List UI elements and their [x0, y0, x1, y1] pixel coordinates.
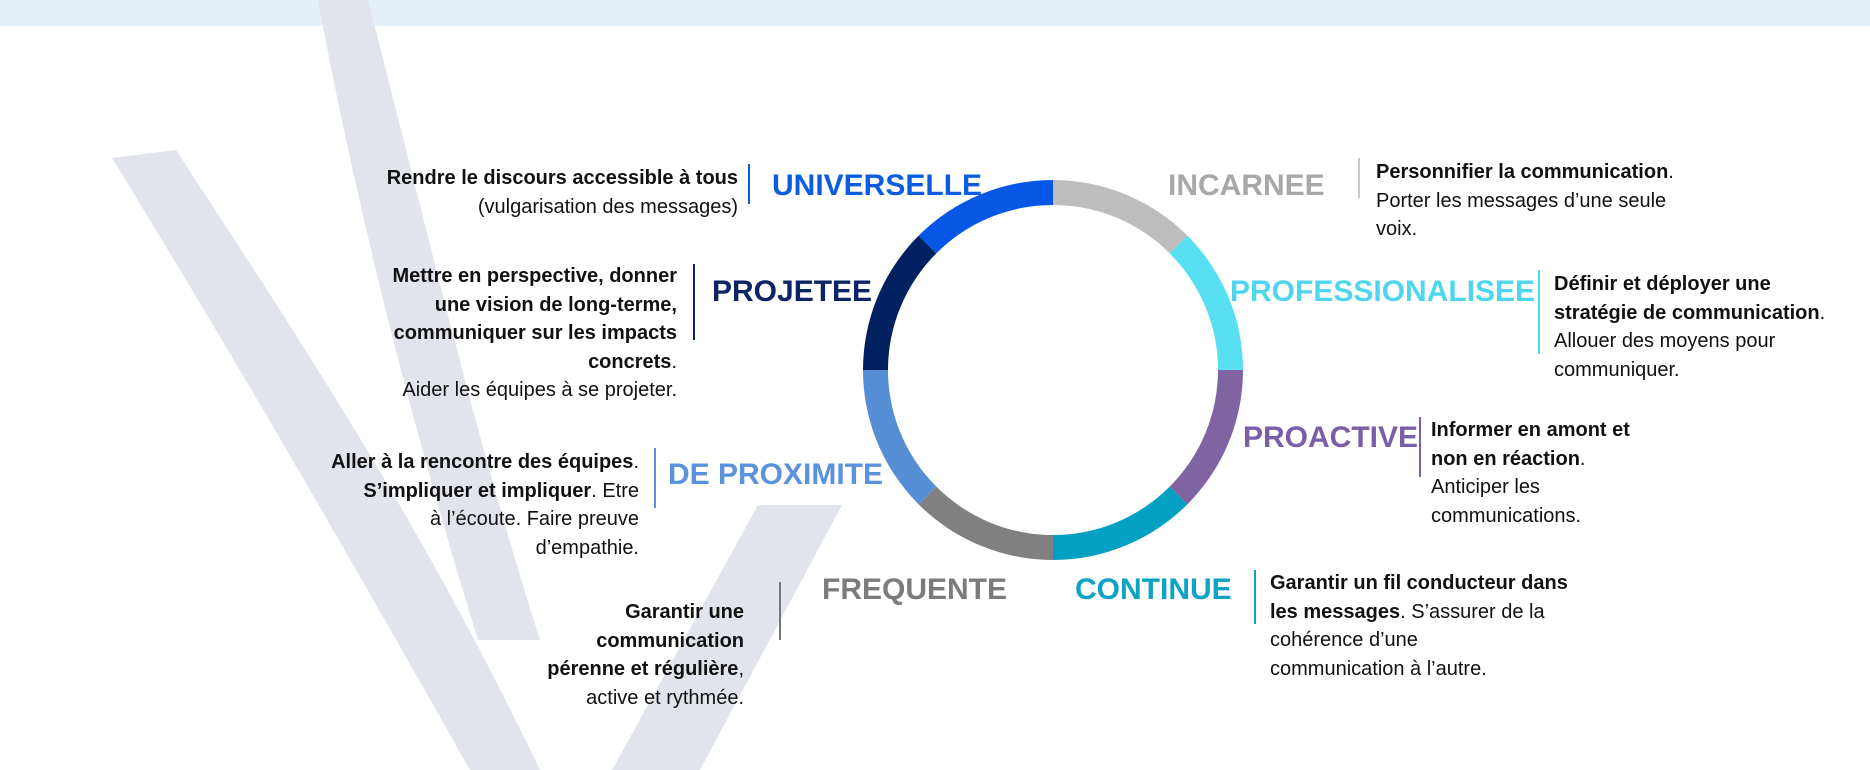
- desc-line: [331, 505, 639, 534]
- ring-segment-frequente: [919, 487, 1053, 560]
- desc-frequente: [547, 598, 744, 712]
- desc-text-bold: Informer en amont et: [1431, 419, 1630, 441]
- desc-text-bold: Personnifier la communication: [1376, 161, 1669, 183]
- label-professionalisee: PROFESSIONALISEE: [1230, 275, 1536, 308]
- desc-line: [1376, 187, 1674, 216]
- desc-line: [1431, 416, 1630, 445]
- separator-universelle: [748, 164, 750, 204]
- desc-line: [331, 448, 639, 477]
- desc-text: .: [671, 350, 677, 373]
- desc-text: communications.: [1431, 504, 1582, 527]
- desc-line: [392, 319, 677, 348]
- desc-text-bold: non en réaction: [1431, 447, 1580, 470]
- desc-line: [1431, 445, 1630, 474]
- desc-text-bold: Garantir une: [625, 601, 744, 623]
- desc-line: [547, 655, 744, 684]
- desc-text-bold: stratégie de communication: [1554, 301, 1820, 324]
- desc-text-bold: concrets: [588, 350, 672, 373]
- desc-line: [1554, 327, 1825, 356]
- separator-projetee: [693, 264, 695, 340]
- desc-text-bold: S’impliquer et impliquer: [363, 479, 592, 502]
- desc-text: Allouer des moyens pour: [1554, 330, 1776, 352]
- desc-text-bold: Rendre le discours accessible à tous: [386, 167, 738, 189]
- desc-line: [387, 164, 738, 193]
- desc-line: [1554, 299, 1825, 328]
- desc-text: communication à l’autre.: [1270, 657, 1487, 680]
- desc-text-bold: Aller à la rencontre des équipes: [331, 451, 634, 473]
- desc-line: [1376, 158, 1674, 187]
- desc-line: [1270, 655, 1568, 684]
- desc-text: communiquer.: [1554, 358, 1680, 381]
- desc-text: d’empathie.: [535, 536, 639, 559]
- desc-text: Anticiper les: [1431, 476, 1540, 498]
- desc-text: . S’assurer de la: [1400, 600, 1545, 623]
- desc-line: [1431, 473, 1630, 502]
- desc-line: [1270, 626, 1568, 655]
- desc-text-bold: communication: [596, 629, 744, 652]
- desc-incarnee: [1376, 158, 1674, 244]
- separator-continue: [1254, 570, 1256, 624]
- desc-text-bold: Définir et déployer une: [1554, 273, 1771, 295]
- desc-text-bold: les messages: [1270, 600, 1401, 623]
- desc-line: [331, 534, 639, 563]
- label-de-proximite: DE PROXIMITE: [668, 458, 884, 491]
- desc-line: [1270, 569, 1568, 598]
- separator-proactive: [1419, 417, 1421, 477]
- desc-text: .: [1668, 161, 1674, 183]
- desc-line: [547, 684, 744, 713]
- desc-line: [1554, 356, 1825, 385]
- desc-line: [1431, 502, 1630, 531]
- desc-text: Aider les équipes à se projeter.: [402, 379, 677, 401]
- label-projetee: PROJETEE: [712, 275, 873, 308]
- desc-line: [387, 193, 738, 222]
- desc-line: [547, 598, 744, 627]
- desc-continue: [1270, 569, 1568, 683]
- desc-text-bold: une vision de long-terme,: [434, 293, 677, 316]
- separator-incarnee: [1358, 158, 1360, 198]
- desc-line: [1554, 270, 1825, 299]
- desc-universelle: [387, 164, 738, 221]
- desc-text: (vulgarisation des messages): [477, 195, 738, 218]
- desc-text: . Etre: [591, 479, 639, 502]
- ring-segment-continue: [1053, 487, 1187, 560]
- desc-text: Porter les messages d’une seule: [1376, 189, 1667, 212]
- desc-text-bold: communiquer sur les impacts: [393, 322, 677, 344]
- desc-line: [392, 291, 677, 320]
- separator-frequente: [779, 582, 781, 640]
- desc-text-bold: pérenne et régulière: [547, 658, 739, 680]
- ring-segment-projetee: [863, 236, 936, 370]
- desc-line: [1270, 598, 1568, 627]
- label-continue: CONTINUE: [1075, 573, 1232, 606]
- separator-professionalisee: [1538, 270, 1540, 354]
- label-incarnee: INCARNEE: [1168, 169, 1325, 202]
- desc-text: .: [1579, 447, 1586, 470]
- desc-text-bold: Mettre en perspective, donner: [392, 265, 677, 287]
- desc-text: .: [633, 451, 639, 473]
- desc-line: [331, 477, 639, 506]
- desc-line: [547, 627, 744, 656]
- ring-segment-proactive: [1170, 370, 1243, 504]
- desc-line: [392, 376, 677, 405]
- desc-text: à l’écoute. Faire preuve: [429, 508, 639, 530]
- desc-text: cohérence d’une: [1270, 629, 1418, 651]
- desc-text: active et rythmée.: [586, 686, 744, 709]
- desc-line: [1376, 215, 1674, 244]
- separator-de-proximite: [654, 448, 656, 508]
- desc-text: voix.: [1376, 218, 1418, 240]
- label-universelle: UNIVERSELLE: [772, 169, 983, 202]
- desc-text: .: [1819, 301, 1826, 324]
- label-frequente: FREQUENTE: [822, 573, 1008, 606]
- label-proactive: PROACTIVE: [1243, 421, 1419, 454]
- desc-line: [392, 262, 677, 291]
- desc-professionalisee: [1554, 270, 1825, 384]
- desc-de-proximite: [331, 448, 639, 562]
- desc-projetee: [392, 262, 677, 405]
- desc-text-bold: Garantir un fil conducteur dans: [1270, 572, 1568, 594]
- desc-text: ,: [738, 658, 744, 680]
- desc-proactive: [1431, 416, 1630, 530]
- desc-line: [392, 348, 677, 377]
